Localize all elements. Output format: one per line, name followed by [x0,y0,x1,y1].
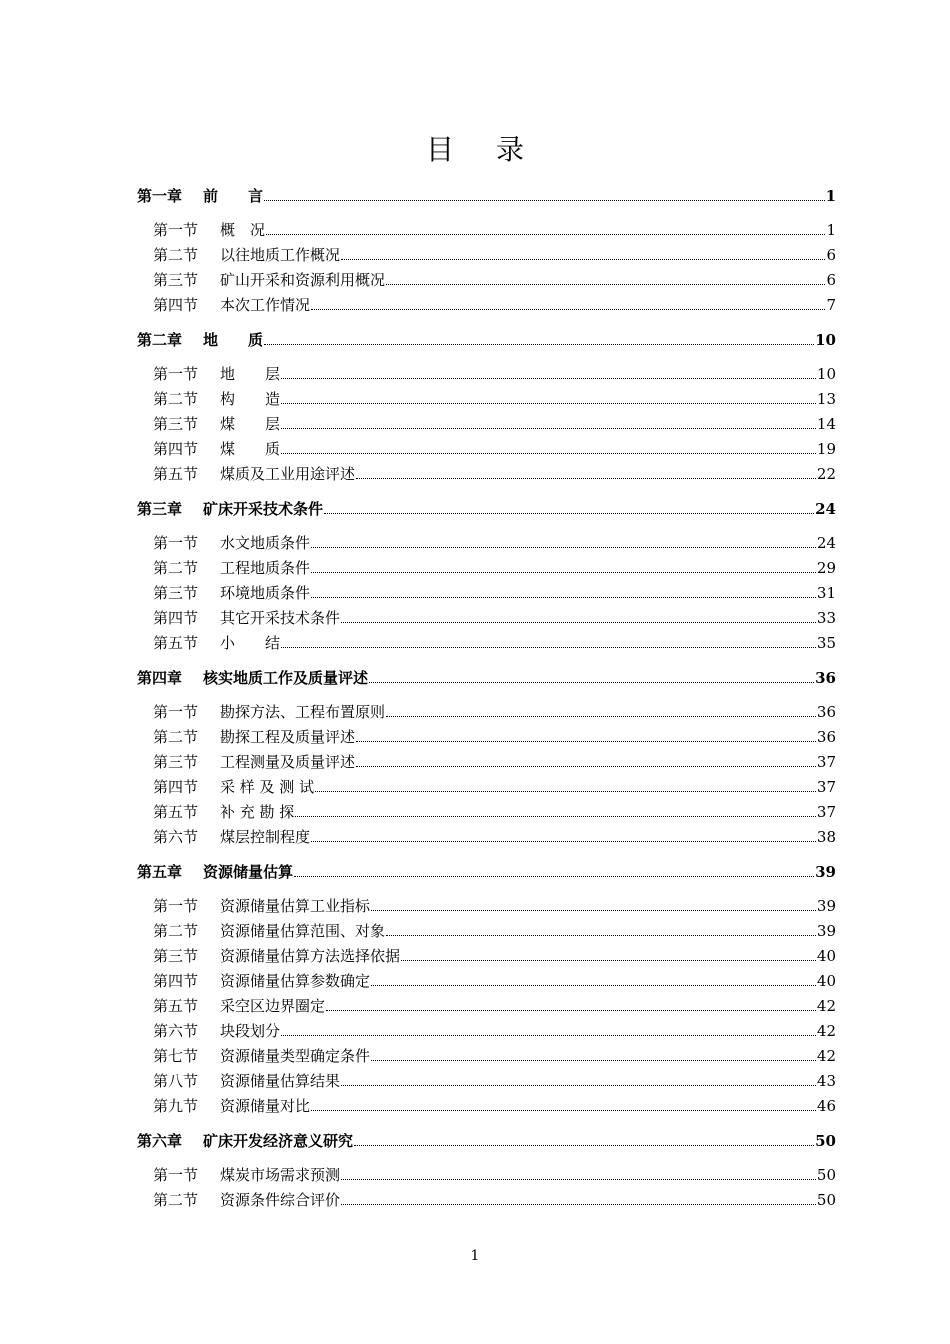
dot-leader [315,791,816,792]
toc-entry-number: 第六节 [153,828,199,846]
toc-entry-number: 第一节 [153,365,199,383]
toc-entry-page: 39 [815,863,836,881]
toc-entry-title: 资源储量估算 [203,863,294,881]
toc-entry-number: 第七节 [153,1047,199,1065]
dot-leader [281,453,816,454]
toc-entry-page: 43 [816,1072,836,1090]
toc-entry-title: 工程地质条件 [220,559,311,577]
toc-entry-page: 6 [826,246,836,264]
toc-entry-page: 36 [816,703,836,721]
dot-leader [324,513,814,514]
toc-entry-number: 第五节 [153,465,199,483]
title-char-2: 录 [496,133,525,166]
toc-entry-page: 24 [816,534,836,552]
toc-entry-title: 环境地质条件 [220,584,311,602]
toc-entry-page: 38 [816,828,836,846]
toc-entry-page: 37 [816,778,836,796]
toc-entry-number: 第六节 [153,1022,199,1040]
toc-section-entry[interactable] [137,750,836,775]
dot-leader [354,1145,814,1146]
toc-section-entry[interactable] [137,1163,836,1188]
dot-leader [264,344,814,345]
toc-entry-number: 第二节 [153,246,199,264]
toc-entry-title: 以往地质工作概况 [220,246,341,264]
toc-section-entry[interactable] [137,631,836,656]
toc-entry-title: 煤炭市场需求预测 [220,1166,341,1184]
toc-section-entry[interactable] [137,894,836,919]
dot-leader [401,960,816,961]
toc-entry-title: 勘探工程及质量评述 [220,728,356,746]
toc-section-entry[interactable] [137,1069,836,1094]
toc-entry-title: 水文地质条件 [220,534,311,552]
toc-section-entry[interactable] [137,944,836,969]
dot-leader [341,259,825,260]
toc-entry-number: 第一节 [153,703,199,721]
toc-chapter-entry[interactable] [137,497,836,522]
toc-entry-number: 第五章 [137,863,183,881]
toc-entry-title: 小 结 [220,634,281,652]
dot-leader [295,816,816,817]
toc-entry-page: 36 [815,669,836,687]
toc-entry-number: 第二节 [153,1191,199,1209]
toc-chapter-entry[interactable] [137,1129,836,1154]
toc-entry-page: 31 [816,584,836,602]
dot-leader [386,716,816,717]
toc-chapter-entry[interactable] [137,666,836,691]
toc-entry-title: 煤层控制程度 [220,828,311,846]
toc-entry-number: 第三节 [153,584,199,602]
toc-entry-page: 46 [816,1097,836,1115]
toc-entry-title: 勘探方法、工程布置原则 [220,703,386,721]
toc-entry-number: 第四章 [137,669,183,687]
toc-section-entry[interactable] [137,1188,836,1213]
dot-leader [386,935,816,936]
page-number: 1 [470,1248,480,1264]
toc-entry-number: 第二节 [153,390,199,408]
toc-entry-title: 资源储量估算范围、对象 [220,922,386,940]
toc-section-entry[interactable] [137,412,836,437]
dot-leader [371,985,816,986]
toc-entry-number: 第九节 [153,1097,199,1115]
toc-section-entry[interactable] [137,437,836,462]
toc-section-entry[interactable] [137,531,836,556]
dot-leader [311,1110,816,1111]
toc-entry-title: 本次工作情况 [220,296,311,314]
toc-entry-title: 矿山开采和资源利用概况 [220,271,386,289]
toc-entry-page: 50 [816,1166,836,1184]
toc-entry-page: 19 [816,440,836,458]
toc-section-entry[interactable] [137,218,836,243]
toc-entry-page: 50 [816,1191,836,1209]
dot-leader [281,647,816,648]
toc-entry-title: 地 层 [220,365,281,383]
toc-chapter-entry[interactable] [137,184,836,209]
toc-entry-number: 第二节 [153,559,199,577]
toc-entry-title: 采空区边界圈定 [220,997,326,1015]
dot-leader [356,766,816,767]
toc-entry-number: 第一节 [153,897,199,915]
toc-entry-number: 第六章 [137,1132,183,1150]
toc-entry-title: 采 样 及 测 试 [220,778,315,796]
toc-entry-page: 14 [816,415,836,433]
dot-leader [281,378,816,379]
toc-entry-page: 50 [815,1132,836,1150]
toc-entry-title: 煤质及工业用途评述 [220,465,356,483]
toc-entry-number: 第三节 [153,753,199,771]
toc-entry-page: 1 [825,187,836,205]
toc-entry-number: 第二章 [137,331,183,349]
toc-section-entry[interactable] [137,725,836,750]
toc-entry-number: 第五节 [153,634,199,652]
toc-entry-page: 39 [816,897,836,915]
toc-entry-number: 第三章 [137,500,183,518]
toc-section-entry[interactable] [137,919,836,944]
toc-entry-title: 资源储量估算方法选择依据 [220,947,401,965]
toc-entry-title: 概 况 [220,221,266,239]
toc-entry-number: 第四节 [153,778,199,796]
dot-leader [266,234,825,235]
toc-section-entry[interactable] [137,462,836,487]
toc-entry-title: 矿床开发经济意义研究 [203,1132,354,1150]
dot-leader [341,1204,816,1205]
dot-leader [281,1035,816,1036]
toc-entry-number: 第一节 [153,534,199,552]
toc-entry-number: 第二节 [153,728,199,746]
toc-section-entry[interactable] [137,293,836,318]
dot-leader [356,741,816,742]
toc-section-entry[interactable] [137,556,836,581]
toc-entry-number: 第二节 [153,922,199,940]
toc-entry-page: 10 [816,365,836,383]
toc-entry-title: 地 质 [203,331,264,349]
toc-entry-number: 第五节 [153,803,199,821]
toc-entry-number: 第三节 [153,947,199,965]
toc-section-entry[interactable] [137,1094,836,1119]
toc-entry-page: 24 [815,500,836,518]
toc-entry-number: 第八节 [153,1072,199,1090]
dot-leader [341,1085,816,1086]
dot-leader [386,284,825,285]
dot-leader [311,572,816,573]
toc-entry-title: 资源储量估算工业指标 [220,897,371,915]
toc-entry-page: 42 [816,1022,836,1040]
toc-chapter-entry[interactable] [137,860,836,885]
toc-entry-number: 第一节 [153,221,199,239]
dot-leader [341,622,816,623]
toc-entry-number: 第一节 [153,1166,199,1184]
toc-entry-title: 资源储量对比 [220,1097,311,1115]
toc-section-entry[interactable] [137,387,836,412]
toc-entry-title: 构 造 [220,390,281,408]
toc-entry-page: 22 [816,465,836,483]
dot-leader [294,876,814,877]
toc-entry-title: 资源储量估算参数确定 [220,972,371,990]
toc-chapter-entry[interactable] [137,328,836,353]
toc-entry-page: 36 [816,728,836,746]
toc-entry-title: 资源条件综合评价 [220,1191,341,1209]
toc-section-entry[interactable] [137,362,836,387]
toc-entry-title: 核实地质工作及质量评述 [203,669,369,687]
dot-leader [264,200,825,201]
toc-entry-title: 块段划分 [220,1022,281,1040]
dot-leader [371,1060,816,1061]
dot-leader [371,910,816,911]
toc-entry-title: 资源储量类型确定条件 [220,1047,371,1065]
toc-section-entry[interactable] [137,994,836,1019]
toc-entry-page: 29 [816,559,836,577]
toc-entry-page: 13 [816,390,836,408]
dot-leader [326,1010,816,1011]
toc-entry-page: 35 [816,634,836,652]
dot-leader [311,597,816,598]
toc-section-entry[interactable] [137,825,836,850]
toc-entry-page: 7 [826,296,836,314]
toc-section-entry[interactable] [137,969,836,994]
toc-entry-number: 第四节 [153,296,199,314]
dot-leader [369,682,814,683]
toc-entry-number: 第三节 [153,271,199,289]
dot-leader [356,478,816,479]
toc-section-entry[interactable] [137,800,836,825]
toc-section-entry[interactable] [137,606,836,631]
table-of-contents [137,184,836,1213]
dot-leader [281,428,816,429]
toc-entry-page: 40 [816,947,836,965]
toc-section-entry[interactable] [137,700,836,725]
page-title [0,130,950,170]
toc-entry-title: 煤 质 [220,440,281,458]
toc-section-entry[interactable] [137,1044,836,1069]
toc-section-entry[interactable] [137,581,836,606]
dot-leader [281,403,816,404]
toc-entry-page: 1 [826,221,836,239]
toc-section-entry[interactable] [137,268,836,293]
toc-section-entry[interactable] [137,775,836,800]
toc-entry-page: 42 [816,1047,836,1065]
dot-leader [311,309,825,310]
toc-entry-number: 第一章 [137,187,183,205]
toc-entry-page: 42 [816,997,836,1015]
dot-leader [311,547,816,548]
toc-entry-page: 37 [816,803,836,821]
toc-entry-page: 37 [816,753,836,771]
title-char-1: 目 [425,133,454,166]
toc-entry-number: 第四节 [153,972,199,990]
toc-entry-title: 矿床开采技术条件 [203,500,324,518]
toc-entry-number: 第五节 [153,997,199,1015]
toc-entry-page: 39 [816,922,836,940]
toc-entry-number: 第四节 [153,440,199,458]
dot-leader [341,1179,816,1180]
toc-entry-page: 40 [816,972,836,990]
toc-entry-page: 10 [815,331,836,349]
toc-entry-title: 资源储量估算结果 [220,1072,341,1090]
toc-entry-title: 工程测量及质量评述 [220,753,356,771]
toc-entry-title: 其它开采技术条件 [220,609,341,627]
dot-leader [311,841,816,842]
toc-entry-number: 第四节 [153,609,199,627]
toc-entry-number: 第三节 [153,415,199,433]
toc-entry-page: 6 [826,271,836,289]
toc-entry-title: 补 充 勘 探 [220,803,295,821]
toc-entry-page: 33 [816,609,836,627]
toc-section-entry[interactable] [137,243,836,268]
toc-entry-title: 前 言 [203,187,264,205]
toc-section-entry[interactable] [137,1019,836,1044]
toc-entry-title: 煤 层 [220,415,281,433]
